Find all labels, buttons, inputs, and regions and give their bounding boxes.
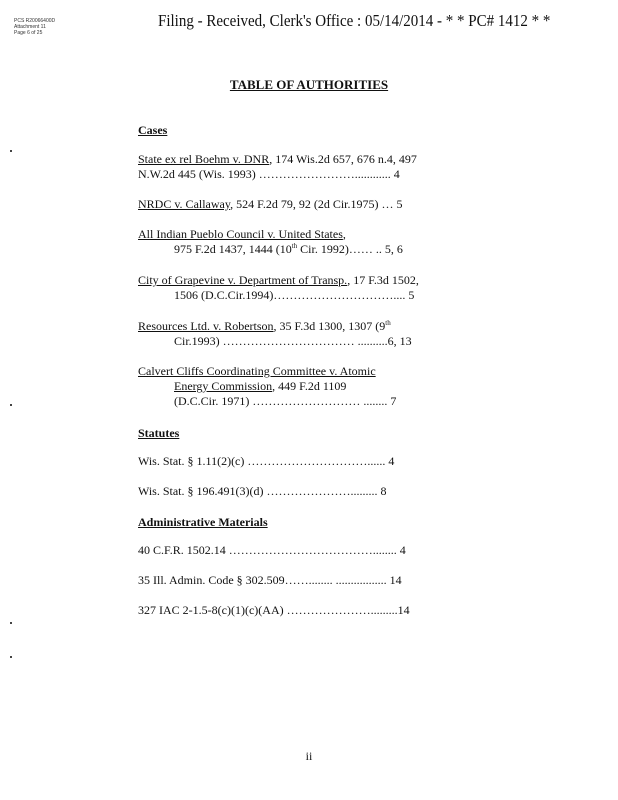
ordinal-suffix: th (291, 242, 298, 250)
case-name: All Indian Pueblo Council v. United States (138, 227, 343, 241)
case-name: State ex rel Boehm v. DNR (138, 152, 270, 166)
admin-entry-2: 35 Ill. Admin. Code § 302.509……........ ................. 14 (138, 573, 402, 587)
ordinal-suffix: th (385, 319, 391, 327)
case-entry-boehm (138, 152, 417, 182)
case-entry-grapevine (138, 273, 419, 303)
page-number: ii (305, 749, 313, 763)
admin-entry-1: 40 C.F.R. 1502.14 ………………………………........ 4 (138, 543, 406, 557)
case-citation-cont: 1506 (D.C.Cir.1994)………………………….... 5 (174, 288, 415, 302)
case-name: City of Grapevine v. Department of Transp. (138, 273, 348, 287)
case-citation-cont: N.W.2d 445 (Wis. 1993) ……………………............ 4 (138, 167, 400, 181)
stamp-block (14, 18, 55, 36)
admin-entry-3: 327 IAC 2-1.5-8(c)(1)(c)(AA) ………………….........14 (138, 603, 410, 617)
case-citation-cont: (D.C.Cir. 1971) ……………………… ........ 7 (174, 394, 397, 408)
statute-entry-1: Wis. Stat. § 1.11(2)(c) …………………………...... 4 (138, 454, 395, 468)
scan-mark (10, 656, 12, 658)
case-entry-callaway (138, 197, 403, 212)
case-citation-cont-a: 975 F.2d 1437, 1444 (10 (174, 242, 292, 256)
heading-statutes: Statutes (138, 426, 180, 440)
case-citation: , 449 F.2d 1109 (272, 379, 347, 393)
stamp-line-2: Attachment 11 (14, 24, 46, 30)
case-name-line2: Energy Commission (174, 379, 273, 393)
heading-admin-materials: Administrative Materials (138, 515, 268, 529)
heading-cases: Cases (138, 123, 168, 137)
stamp-line-1: PCS R20066400D (14, 18, 56, 24)
stamp-line-3: Page 6 of 25 (14, 30, 43, 36)
page-title: TABLE OF AUTHORITIES (229, 77, 389, 92)
statute-entry-2: Wis. Stat. § 196.491(3)(d) …………………......... 8 (138, 484, 387, 498)
case-name: NRDC v. Callaway (138, 197, 231, 211)
case-name: Resources Ltd. v. Robertson (138, 319, 274, 333)
case-citation: , 174 Wis.2d 657, 676 n.4, 497 (269, 152, 417, 166)
case-citation: , 35 F.3d 1300, 1307 (9 (273, 319, 386, 333)
scan-mark (10, 404, 12, 406)
filing-header: Filing - Received, Clerk's Office : 05/14/2014 - * * PC# 1412 * * (158, 12, 551, 31)
case-citation: , (342, 227, 346, 241)
case-entry-pueblo (138, 227, 403, 257)
case-citation: , 17 F.3d 1502, (347, 273, 419, 287)
scan-mark (10, 150, 12, 152)
case-citation-cont: Cir.1993) …………………………… ..........6, 13 (174, 334, 412, 348)
case-citation: , 524 F.2d 79, 92 (2d Cir.1975) … 5 (230, 197, 403, 211)
case-entry-robertson (138, 319, 412, 349)
case-entry-calvert (138, 364, 396, 409)
case-name-line1: Calvert Cliffs Coordinating Committee v. Atomic (138, 364, 376, 378)
case-citation-cont-b: Cir. 1992)…… .. 5, 6 (297, 242, 403, 256)
scan-mark (10, 622, 12, 624)
